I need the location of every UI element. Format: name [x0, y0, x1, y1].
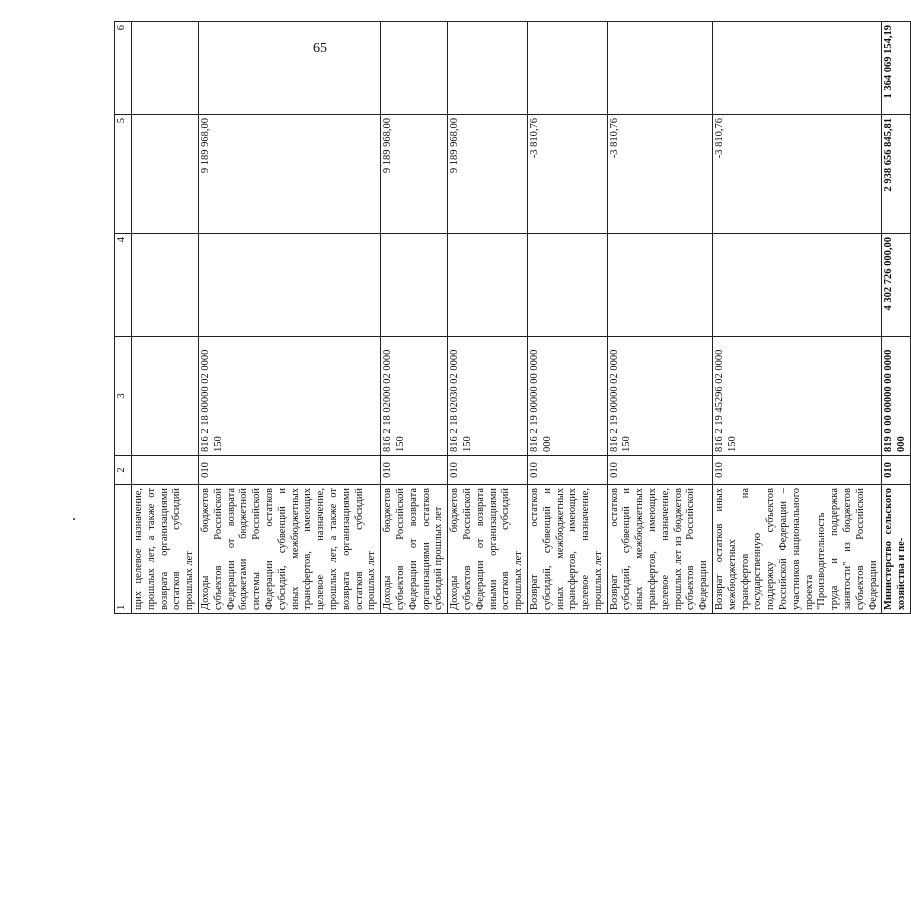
table-cell-col-2: 010 — [381, 456, 448, 485]
table-cell-col-5: 9 189 968,00 — [198, 115, 380, 234]
table-cell-col-4 — [132, 234, 199, 337]
table-cell-col-5: -3 810,76 — [527, 115, 607, 234]
header-col-2: 2 — [115, 456, 132, 485]
table-row — [882, 22, 911, 614]
table-cell-col-2: 010 — [527, 456, 607, 485]
table-cell-col-3: 816 2 19 00000 00 0000 000 — [527, 337, 607, 456]
table-cell-col-4 — [713, 234, 882, 337]
table-cell-col-3: 816 2 19 00000 02 0000 150 — [607, 337, 712, 456]
page-number: 65 — [313, 41, 327, 56]
scan-speck — [73, 518, 75, 520]
table-cell-col-4: 4 302 726 000,00 — [882, 234, 911, 337]
table-cell-col-5: -3 810,76 — [713, 115, 882, 234]
table-cell-col-5 — [132, 115, 199, 234]
table-row — [132, 22, 199, 614]
table-cell-col-5: -3 810,76 — [607, 115, 712, 234]
table-cell-col-4 — [381, 234, 448, 337]
table-cell-col-2: 010 — [198, 456, 380, 485]
header-col-5: 5 — [115, 115, 132, 234]
header-col-3: 3 — [115, 337, 132, 456]
table-cell-col-3: 816 2 19 45296 02 0000 150 — [713, 337, 882, 456]
table-cell-col-5: 2 938 656 845,81 — [882, 115, 911, 234]
header-row — [115, 22, 132, 614]
table-cell-col-6 — [713, 22, 882, 115]
table-cell-col-3: 816 2 18 02000 02 0000 150 — [381, 337, 448, 456]
table-cell-col-3 — [132, 337, 199, 456]
table-cell-col-5: 9 189 968,00 — [448, 115, 528, 234]
table-cell-col-6 — [132, 22, 199, 115]
table-cell-col-6 — [448, 22, 528, 115]
table-cell-col-1: Доходы бюджетов субъектов Российской Федерации от возврата бюджетами бюджетной системы Российской Федерации остатков субсидий, субвенций и иных межбюджетных трансфертов, имеющих целевое назначение, прошлых лет, а также от возврата организациями остатков субсидий прошлых лет — [198, 485, 380, 614]
table-cell-col-1: Возврат остатков субсидий, субвенций и иных межбюджетных трансфертов, имеющих целевое назначение, прошлых лет — [527, 485, 607, 614]
table-cell-col-1: Возврат остатков иных межбюджетных трансфертов на государственную поддержку субъектов Российской Федерации – участников национального проекта "Производительность труда и поддержка занятости" из бюджетов субъектов Российской Федерации — [713, 485, 882, 614]
table-cell-col-2 — [132, 456, 199, 485]
table-cell-col-6 — [527, 22, 607, 115]
table-cell-col-1: Министерство сельского хозяйства и пе- — [882, 485, 911, 614]
table-cell-col-4 — [527, 234, 607, 337]
table-cell-col-2: 010 — [882, 456, 911, 485]
table-cell-col-6 — [198, 22, 380, 115]
table-row — [448, 22, 528, 614]
table-cell-col-2: 010 — [607, 456, 712, 485]
header-col-1: 1 — [115, 485, 132, 614]
table-cell-col-1: Возврат остатков субсидий, субвенций и иных межбюджетных трансфертов, имеющих целевое назначение, прошлых лет из бюджетов субъектов Российской Федерации — [607, 485, 712, 614]
budget-table — [114, 21, 911, 614]
table-cell-col-3: 816 2 18 02030 02 0000 150 — [448, 337, 528, 456]
table-cell-col-3: 816 2 18 00000 02 0000 150 — [198, 337, 380, 456]
table-row — [607, 22, 712, 614]
table-cell-col-2: 010 — [448, 456, 528, 485]
rotated-table-frame — [114, 25, 908, 614]
table-cell-col-3: 819 0 00 00000 00 0000 000 — [882, 337, 911, 456]
table-row — [713, 22, 882, 614]
table-cell-col-6 — [607, 22, 712, 115]
header-col-6: 6 — [115, 22, 132, 115]
table-row — [198, 22, 380, 614]
table-cell-col-2: 010 — [713, 456, 882, 485]
table-row — [527, 22, 607, 614]
table-cell-col-5: 9 189 968,00 — [381, 115, 448, 234]
table-cell-col-1: Доходы бюджетов субъектов Российской Федерации от возврата организациями остатков субсидий прошлых лет — [381, 485, 448, 614]
table-row — [381, 22, 448, 614]
table-cell-col-6: 1 364 069 154,19 — [882, 22, 911, 115]
header-col-4: 4 — [115, 234, 132, 337]
table-cell-col-6 — [381, 22, 448, 115]
table-cell-col-1: щих целевое назначение, прошлых лет, а также от возврата организациями остатков субсидий прошлых лет — [132, 485, 199, 614]
table-cell-col-1: Доходы бюджетов субъектов Российской Федерации от возврата иными организациями остатков субсидий прошлых лет — [448, 485, 528, 614]
table-cell-col-4 — [448, 234, 528, 337]
table-cell-col-4 — [607, 234, 712, 337]
table-cell-col-4 — [198, 234, 380, 337]
